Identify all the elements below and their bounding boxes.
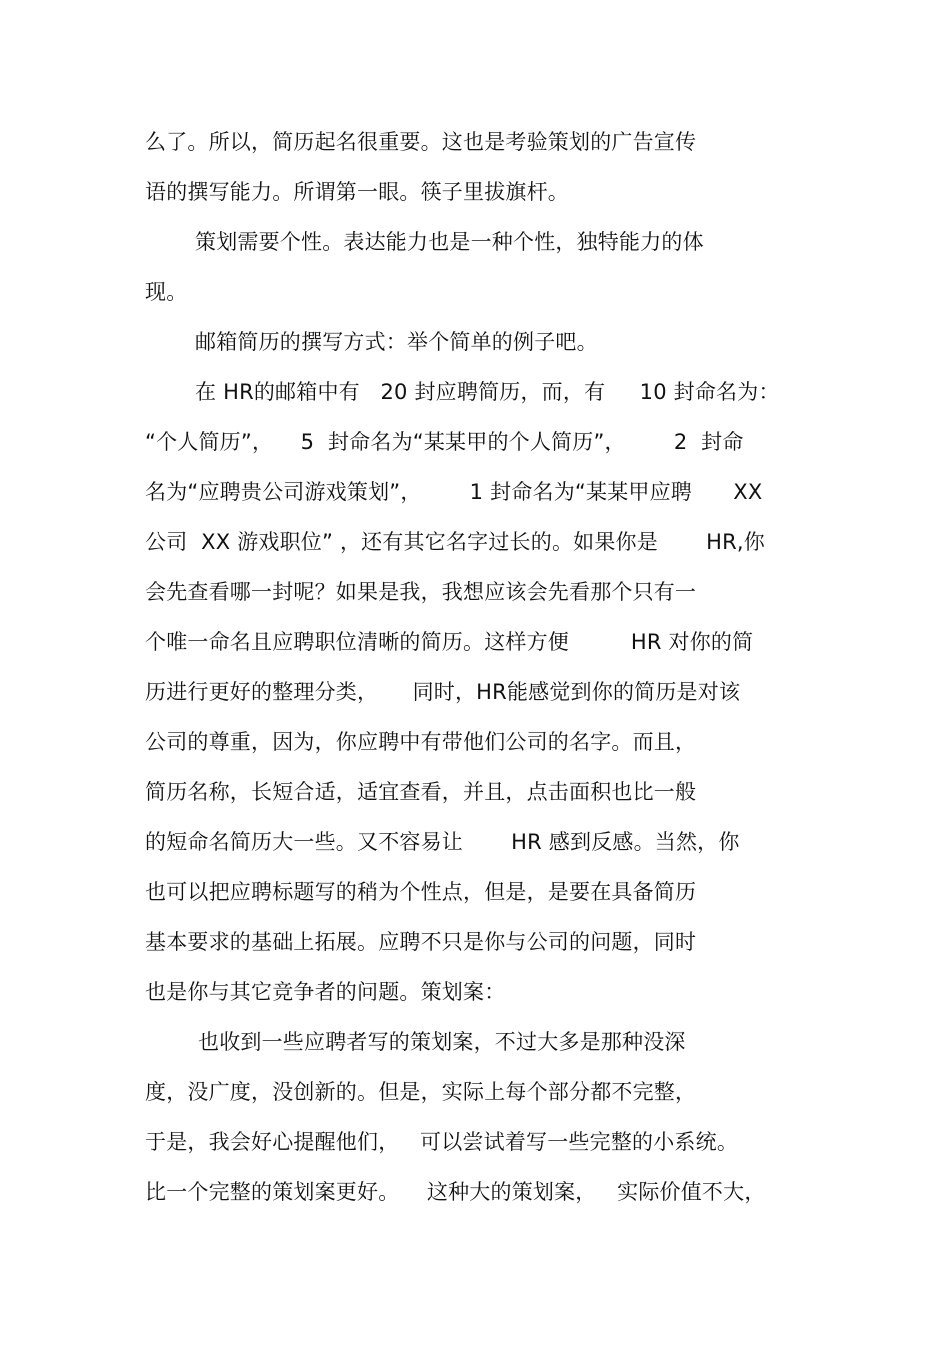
text-line-7: “个人简历”， 5 封命名为“某某甲的个人简历”， 2 封命	[145, 430, 744, 454]
text-line-21: 于是，我会好心提醒他们， 可以尝试着写一些完整的小系统。	[145, 1130, 739, 1154]
text-line-17: 基本要求的基础上拓展。应聘不只是你与公司的问题，同时	[145, 930, 697, 954]
text-line-8: 名为“应聘贵公司游戏策划”， 1 封命名为“某某甲应聘 XX	[145, 480, 763, 504]
text-line-22: 比一个完整的策划案更好。 这种大的策划案， 实际价值不大，	[145, 1180, 766, 1204]
text-line-12: 历进行更好的整理分类， 同时，HR能感觉到你的简历是对该	[145, 680, 741, 704]
text-line-11: 个唯一命名且应聘职位清晰的简历。这样方便 HR 对你的简	[145, 630, 754, 654]
text-line-1: 么了。所以，简历起名很重要。这也是考验策划的广告宣传	[145, 130, 697, 154]
text-line-4: 现。	[145, 280, 188, 304]
text-line-3: 策划需要个性。表达能力也是一种个性，独特能力的体	[195, 230, 704, 254]
text-line-2: 语的撰写能力。所谓第一眼。筷子里拔旗杆。	[145, 180, 569, 204]
text-line-18: 也是你与其它竞争者的问题。策划案：	[145, 980, 506, 1004]
text-line-6: 在 HR的邮箱中有 20 封应聘简历，而，有 10 封命名为：	[195, 380, 780, 404]
text-line-5: 邮箱简历的撰写方式：举个简单的例子吧。	[195, 330, 598, 354]
text-line-16: 也可以把应聘标题写的稍为个性点，但是，是要在具备简历	[145, 880, 697, 904]
text-line-14: 简历名称，长短合适，适宜查看，并且，点击面积也比一般	[145, 780, 697, 804]
text-line-13: 公司的尊重，因为，你应聘中有带他们公司的名字。而且，	[145, 730, 697, 754]
text-line-20: 度，没广度，没创新的。但是，实际上每个部分都不完整，	[145, 1080, 697, 1104]
text-line-15: 的短命名简历大一些。又不容易让 HR 感到反感。当然，你	[145, 830, 740, 854]
text-line-9: 公司 XX 游戏职位” ，还有其它名字过长的。如果你是 HR,你	[145, 530, 765, 554]
text-line-10: 会先查看哪一封呢？如果是我，我想应该会先看那个只有一	[145, 580, 697, 604]
text-line-19: 也收到一些应聘者写的策划案，不过大多是那种没深	[198, 1030, 686, 1054]
